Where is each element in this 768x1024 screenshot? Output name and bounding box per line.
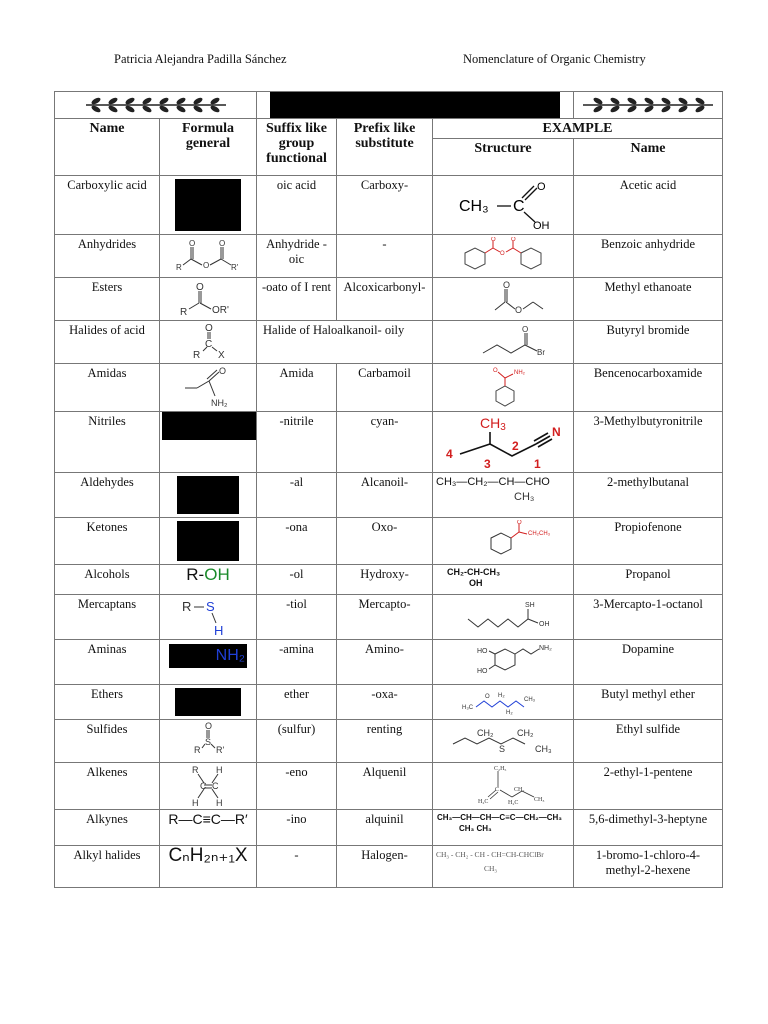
group-name: Carboxylic acid: [55, 176, 160, 235]
svg-text:C: C: [212, 781, 219, 791]
svg-text:CH₂CH₃: CH₂CH₃: [528, 531, 551, 537]
alkyl-halide-chain: CH₃ - CH₂ - CH - CH=CH-CHClBr: [436, 850, 544, 859]
svg-text:O: O: [485, 694, 490, 700]
col-header-formula: Formula general: [160, 119, 257, 176]
table-row: [55, 364, 723, 412]
table-row: [55, 846, 723, 888]
svg-text:Br: Br: [537, 348, 545, 357]
alcohol-oh: OH: [204, 565, 230, 584]
alkyne-chain: CH₃—CH—CH—C≡C—CH₂—CH₃: [437, 813, 562, 822]
banner-row: [55, 92, 723, 119]
svg-text:HO: HO: [477, 668, 488, 675]
prefix: Mercapto-: [337, 595, 433, 640]
svg-text:R: R: [192, 765, 199, 775]
prefix: Alcanoil-: [337, 473, 433, 518]
prefix: Halogen-: [337, 846, 433, 888]
structure-dopamine: [433, 640, 574, 685]
formula-alkene: [160, 763, 257, 810]
svg-text:2: 2: [512, 439, 519, 453]
svg-text:C₂H₅: C₂H₅: [494, 766, 507, 772]
svg-text:S: S: [205, 737, 212, 747]
suffix: -: [257, 846, 337, 888]
col-header-example-name: Name: [574, 139, 723, 176]
suffix: Amida: [257, 364, 337, 412]
example-name: Butyl methyl ether: [574, 685, 723, 720]
col-header-name: Name: [55, 119, 160, 176]
table-row: [55, 473, 723, 518]
structure-butyryl-bromide: [433, 321, 574, 364]
svg-text:O: O: [500, 251, 505, 257]
svg-text:NH₂: NH₂: [539, 645, 552, 652]
structure-2-methylbutanal: [433, 473, 574, 518]
suffix: -ol: [257, 565, 337, 595]
table-row: [55, 640, 723, 685]
prefix: Carboxy-: [337, 176, 433, 235]
structure-3-methylbutyronitrile: [433, 412, 574, 473]
svg-text:R: R: [182, 599, 192, 614]
svg-text:O: O: [196, 282, 204, 293]
group-name: Sulfides: [55, 720, 160, 763]
svg-text:O: O: [522, 325, 529, 334]
suffix: Anhydride -oic: [257, 235, 337, 278]
group-name: Ethers: [55, 685, 160, 720]
author-name: Patricia Alejandra Padilla Sánchez: [114, 52, 287, 66]
group-name: Halides of acid: [55, 321, 160, 364]
svg-text:O: O: [219, 239, 226, 248]
svg-text:NH₂: NH₂: [211, 398, 228, 408]
structure-butyl-methyl-ether: [433, 685, 574, 720]
formula-alkyl-halide: CₙH₂ₙ₊₁X: [160, 846, 257, 888]
svg-text:H₃C: H₃C: [462, 705, 474, 711]
col-header-prefix: Prefix like substitute: [337, 119, 433, 176]
prefix: Carbamoil: [337, 364, 433, 412]
group-name: Esters: [55, 278, 160, 321]
svg-text:O: O: [491, 237, 496, 243]
amine-nh2: NH₂: [169, 644, 247, 668]
structure-ethyl-sulfide: [433, 720, 574, 763]
group-name: Alkynes: [55, 810, 160, 846]
suffix: -oato of I rent: [257, 278, 337, 321]
svg-text:HO: HO: [477, 648, 488, 655]
svg-text:C: C: [205, 339, 213, 350]
svg-text:CH₂: CH₂: [477, 728, 494, 738]
prefix: cyan-: [337, 412, 433, 473]
prefix: renting: [337, 720, 433, 763]
right-leaf-ornament: [574, 92, 723, 119]
example-name: Propiofenone: [574, 518, 723, 565]
group-name: Anhydrides: [55, 235, 160, 278]
svg-text:CH₃: CH₃: [524, 697, 536, 703]
prefix: Alcoxicarbonyl-: [337, 278, 433, 321]
svg-text:CH₂: CH₂: [514, 787, 525, 793]
svg-text:H₂C: H₂C: [478, 799, 489, 805]
svg-text:H: H: [192, 798, 199, 807]
formula-redacted: [160, 176, 257, 235]
table-row: [55, 412, 723, 473]
suffix: -eno: [257, 763, 337, 810]
prefix: Hydroxy-: [337, 565, 433, 595]
example-name: 3-Methylbutyronitrile: [574, 412, 723, 473]
example-name: Benzoic anhydride: [574, 235, 723, 278]
structure-5-6-dimethyl-3-heptyne: [433, 810, 574, 846]
svg-text:H: H: [214, 623, 224, 637]
svg-text:H₂: H₂: [498, 693, 505, 699]
svg-text:R: R: [176, 263, 182, 272]
formula-redacted: [160, 473, 257, 518]
header-row: [55, 119, 723, 139]
structure-acetic-acid: [433, 176, 574, 235]
svg-text:O: O: [511, 237, 516, 243]
structure-2-ethyl-1-pentene: [433, 763, 574, 810]
alkyl-halide-branch: CH₃: [484, 864, 498, 873]
svg-text:O: O: [189, 239, 196, 248]
svg-text:X: X: [218, 350, 225, 361]
svg-text:H: H: [216, 765, 223, 775]
svg-text:CH₃: CH₃: [534, 797, 545, 803]
redacted-title-bar: [257, 92, 574, 119]
example-name: 1-bromo-1-chloro-4-methyl-2-hexene: [574, 846, 723, 888]
nomenclature-table: [54, 91, 723, 888]
group-name: Aldehydes: [55, 473, 160, 518]
suffix: -ona: [257, 518, 337, 565]
svg-text:H₂C: H₂C: [508, 800, 519, 806]
structure-alkyl-halide: [433, 846, 574, 888]
svg-text:CH₃: CH₃: [535, 744, 552, 754]
svg-text:O: O: [537, 181, 546, 193]
col-header-structure: Structure: [433, 139, 574, 176]
formula-redacted: [160, 685, 257, 720]
svg-text:N: N: [552, 425, 561, 439]
svg-text:OH: OH: [539, 621, 550, 628]
alcohol-r: R-: [186, 565, 205, 584]
group-name: Alkyl halides: [55, 846, 160, 888]
svg-text:R: R: [180, 307, 188, 318]
svg-text:OH: OH: [533, 220, 550, 230]
svg-text:1: 1: [534, 457, 541, 470]
prefix: -oxa-: [337, 685, 433, 720]
formula-redacted: [160, 518, 257, 565]
formula-sulfoxide: [160, 720, 257, 763]
prefix: -: [337, 235, 433, 278]
formula-anhydride: [160, 235, 257, 278]
example-name: 3-Mercapto-1-octanol: [574, 595, 723, 640]
example-name: Propanol: [574, 565, 723, 595]
svg-text:OR': OR': [212, 305, 229, 316]
formula-alkyne: R—C≡C—R′: [160, 810, 257, 846]
svg-text:O: O: [493, 368, 498, 374]
table-row: [55, 720, 723, 763]
col-header-example: EXAMPLE: [433, 119, 723, 139]
example-name: 2-methylbutanal: [574, 473, 723, 518]
table-row: [55, 278, 723, 321]
svg-text:O: O: [515, 305, 523, 315]
structure-propiophenone: [433, 518, 574, 565]
suffix: -al: [257, 473, 337, 518]
suffix: -tiol: [257, 595, 337, 640]
group-name: Mercaptans: [55, 595, 160, 640]
formula-alcohol: [160, 565, 257, 595]
prefix: alquinil: [337, 810, 433, 846]
svg-text:H: H: [216, 798, 223, 807]
table-row: [55, 321, 723, 364]
group-name: Nitriles: [55, 412, 160, 473]
prefix: Amino-: [337, 640, 433, 685]
example-name: Methyl ethanoate: [574, 278, 723, 321]
prefix: Alquenil: [337, 763, 433, 810]
example-name: Butyryl bromide: [574, 321, 723, 364]
structure-benzamide: [433, 364, 574, 412]
svg-text:H₂: H₂: [506, 710, 513, 715]
svg-text:4: 4: [446, 447, 453, 461]
table-row: [55, 518, 723, 565]
acetic-ch3: CH₃: [459, 198, 489, 215]
group-name: Alcohols: [55, 565, 160, 595]
svg-text:O: O: [205, 323, 213, 334]
svg-text:C: C: [200, 781, 207, 791]
svg-text:3: 3: [484, 457, 491, 470]
suffix: -amina: [257, 640, 337, 685]
table-row: [55, 810, 723, 846]
svg-text:S: S: [206, 599, 215, 614]
svg-text:O: O: [517, 520, 522, 526]
table-row: [55, 685, 723, 720]
aldehyde-branch: CH₃: [514, 491, 535, 503]
structure-methyl-ethanoate: [433, 278, 574, 321]
svg-text:O: O: [219, 366, 227, 376]
group-name: Amidas: [55, 364, 160, 412]
example-name: Bencenocarboxamide: [574, 364, 723, 412]
example-name: Acetic acid: [574, 176, 723, 235]
aldehyde-chain: CH₃—CH₂—CH—CHO: [436, 476, 550, 488]
formula-amide: [160, 364, 257, 412]
svg-text:C: C: [513, 198, 525, 215]
group-name: Ketones: [55, 518, 160, 565]
svg-text:CH3: CH3: [480, 415, 506, 433]
prefix: Oxo-: [337, 518, 433, 565]
table-row: [55, 763, 723, 810]
propanol-line1: CH₂-CH-CH₃: [447, 567, 501, 577]
svg-text:O: O: [503, 280, 511, 290]
structure-benzoic-anhydride: [433, 235, 574, 278]
suffix: oic acid: [257, 176, 337, 235]
example-name: 2-ethyl-1-pentene: [574, 763, 723, 810]
suffix: Halide of Haloalkanoil- oily: [257, 321, 433, 364]
table-row: [55, 235, 723, 278]
svg-text:R: R: [193, 350, 201, 361]
formula-amine: [160, 640, 257, 685]
alkyne-branch: CH₃ CH₃: [459, 824, 492, 833]
suffix: -nitrile: [257, 412, 337, 473]
svg-text:S: S: [499, 744, 506, 754]
formula-acid-halide: [160, 321, 257, 364]
suffix: (sulfur): [257, 720, 337, 763]
example-name: 5,6-dimethyl-3-heptyne: [574, 810, 723, 846]
table-row: [55, 565, 723, 595]
svg-text:CH₂: CH₂: [517, 728, 534, 738]
example-name: Dopamine: [574, 640, 723, 685]
formula-redacted: [160, 412, 257, 473]
suffix: ether: [257, 685, 337, 720]
formula-thiol: [160, 595, 257, 640]
svg-text:R: R: [194, 745, 201, 755]
table-row: [55, 595, 723, 640]
svg-text:O: O: [203, 261, 210, 270]
svg-text:C: C: [495, 787, 500, 793]
formula-ester: [160, 278, 257, 321]
svg-text:R': R': [216, 745, 225, 755]
svg-text:O: O: [205, 722, 213, 731]
example-name: Ethyl sulfide: [574, 720, 723, 763]
left-leaf-ornament: [55, 92, 257, 119]
svg-text:R': R': [231, 263, 239, 272]
document-title: Nomenclature of Organic Chemistry: [463, 52, 646, 66]
group-name: Aminas: [55, 640, 160, 685]
col-header-suffix: Suffix like group functional: [257, 119, 337, 176]
structure-3-mercapto-1-octanol: [433, 595, 574, 640]
propanol-line2: OH: [469, 578, 483, 588]
svg-text:NH₂: NH₂: [514, 370, 525, 376]
table-row: [55, 176, 723, 235]
structure-propanol: [433, 565, 574, 595]
group-name: Alkenes: [55, 763, 160, 810]
svg-text:SH: SH: [525, 602, 535, 609]
suffix: -ino: [257, 810, 337, 846]
